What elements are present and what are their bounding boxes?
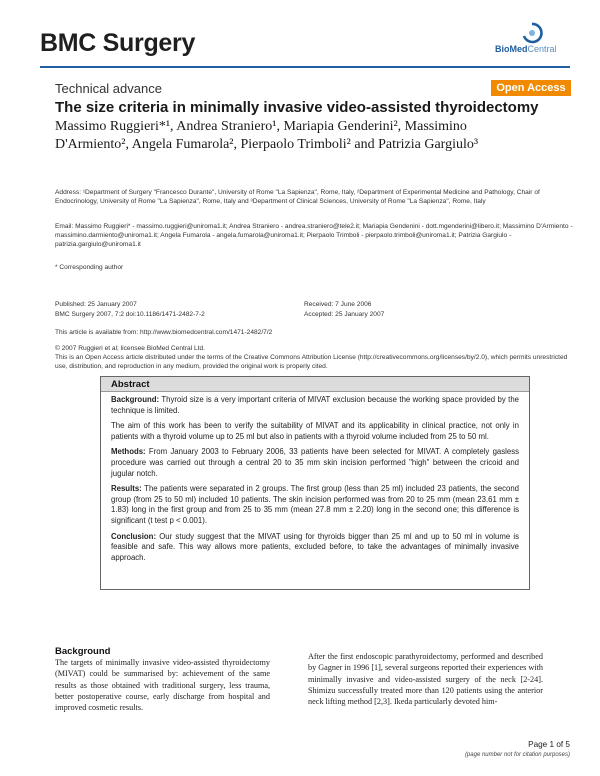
open-access-badge: Open Access xyxy=(491,80,571,96)
article-type: Technical advance xyxy=(55,81,162,96)
received-date: Received: 7 June 2006 xyxy=(304,301,372,308)
author-address: Address: ¹Department of Surgery "Francesco Durante", University of Rome "La Sapienza", Rome, Italy, ²Department of Experimental Medicine and Pathology, Chair of Endocrinology, University of Rome "La Sapienza", Rome, Italy and ³Department of Clinical Sciences, University of Rome "La Sapienza", Rome, Italy xyxy=(55,189,540,205)
abstract-conclusion: Conclusion: Our study suggest that the MIVAT using for thyroids bigger than 25 ml and up to 50 ml in volume is feasible and safe. This way allows more patients, excluded before, to take the advantages of minimally invasive approach. xyxy=(111,531,519,562)
body-left-column: The targets of minimally invasive video-assisted thyroidectomy (MIVAT) could be summarised by: achievement of the same results as those obtained with traditional surgery, less trauma, better postoperative course, early discharge from hospital and improved cosmetic results. xyxy=(55,658,270,713)
page-number-note: (page number not for citation purposes) xyxy=(464,752,570,758)
abstract-background: Background: Thyroid size is a very important criteria of MIVAT exclusion because the working space provided by the technique is limited. xyxy=(111,395,519,415)
author-emails: Email: Massimo Ruggieri* - massimo.ruggieri@uniroma1.it; Andrea Straniero - andrea.straniero@tele2.it; Mariapia Gendenini - dott.mgenderini@libero.it; Massimino D'Armiento - massimino.darmiento@uniroma1.it; Angela Fumarola - angela.fumarola@uniroma1.it; Pierpaolo Trimboli - pierpaolo.trimboli@uniroma1.it; Patrizia Gargiulo - patrizia.gargiulo@uniroma1.it xyxy=(55,223,573,248)
license-text: This is an Open Access article distributed under the terms of the Creative Commons Attribution License (http://creativecommons.org/licenses/by/2.0), which permits unrestricted use, distribution, and reproduction in any medium, provided the original work is properly cited. xyxy=(55,354,568,370)
page-number: Page 1 of 5 xyxy=(528,740,570,749)
header-divider xyxy=(40,66,570,68)
corresponding-author-note: * Corresponding author xyxy=(55,264,124,271)
abstract-body xyxy=(101,392,529,563)
abstract-aim: The aim of this work has been to verify the suitability of MIVAT and its applicability in clinical practice, not only in patients with a thyroid volume up to 25 ml but also in patients with a thyroid volume included from 25 to 50 ml. xyxy=(111,421,519,441)
accepted-date: Accepted: 25 January 2007 xyxy=(304,311,385,318)
abstract-heading: Abstract xyxy=(101,377,529,392)
biomed-central-logo[interactable] xyxy=(495,22,570,56)
review-dates xyxy=(304,300,504,320)
section-heading-background: Background xyxy=(55,646,111,657)
article-title: The size criteria in minimally invasive video-assisted thyroidectomy xyxy=(55,99,539,116)
publication-info xyxy=(55,300,295,320)
biomed-logo-text: BioMedCentral xyxy=(495,44,557,54)
copyright-block xyxy=(55,344,575,371)
body-right-column: After the first endoscopic parathyroidectomy, performed and described by Gagner in 1996 [1], several surgeons reported their experiences with minimally invasive and video-assisted surgery of the neck [2-24]. Shimizu successfully treated more than 120 patients using the anterior neck lifting method [2,3]. Ikeda particularly devoted him- xyxy=(308,652,543,707)
author-list: Massimo Ruggieri*¹, Andrea Straniero¹, Mariapia Genderini², Massimino D'Armiento², Angela Fumarola², Pierpaolo Trimboli² and Patrizia Gargiulo³ xyxy=(55,119,479,152)
copyright-line: © 2007 Ruggieri et al; licensee BioMed Central Ltd. xyxy=(55,345,206,352)
biomed-logo-icon xyxy=(521,22,543,44)
abstract-methods: Methods: From January 2003 to February 2006, 33 patients have been selected for MIVAT. A completely gasless procedure was carried out through a central 20 to 35 mm skin incision performed "high" between the cricoid and jugular notch. xyxy=(111,447,519,478)
abstract-results: Results: The patients were separated in 2 groups. The first group (less than 25 ml) included 23 patients, the second group (from 25 to 50 ml) included 10 patients. The skin incision performed was from 20 to 25 mm (mean 23.61 mm ± 1.83) long in the first group and from 25 to 35 mm (mean 27.8 mm ± 2.20) long in the second one; this difference is significant (t test p < 0.001). xyxy=(111,484,519,525)
published-date: Published: 25 January 2007 xyxy=(55,301,137,308)
article-url[interactable]: This article is available from: http://www.biomedcentral.com/1471-2482/7/2 xyxy=(55,329,273,336)
abstract-box xyxy=(100,376,530,590)
citation: BMC Surgery 2007, 7:2 doi:10.1186/1471-2482-7-2 xyxy=(55,311,205,318)
journal-title: BMC Surgery xyxy=(40,29,196,57)
